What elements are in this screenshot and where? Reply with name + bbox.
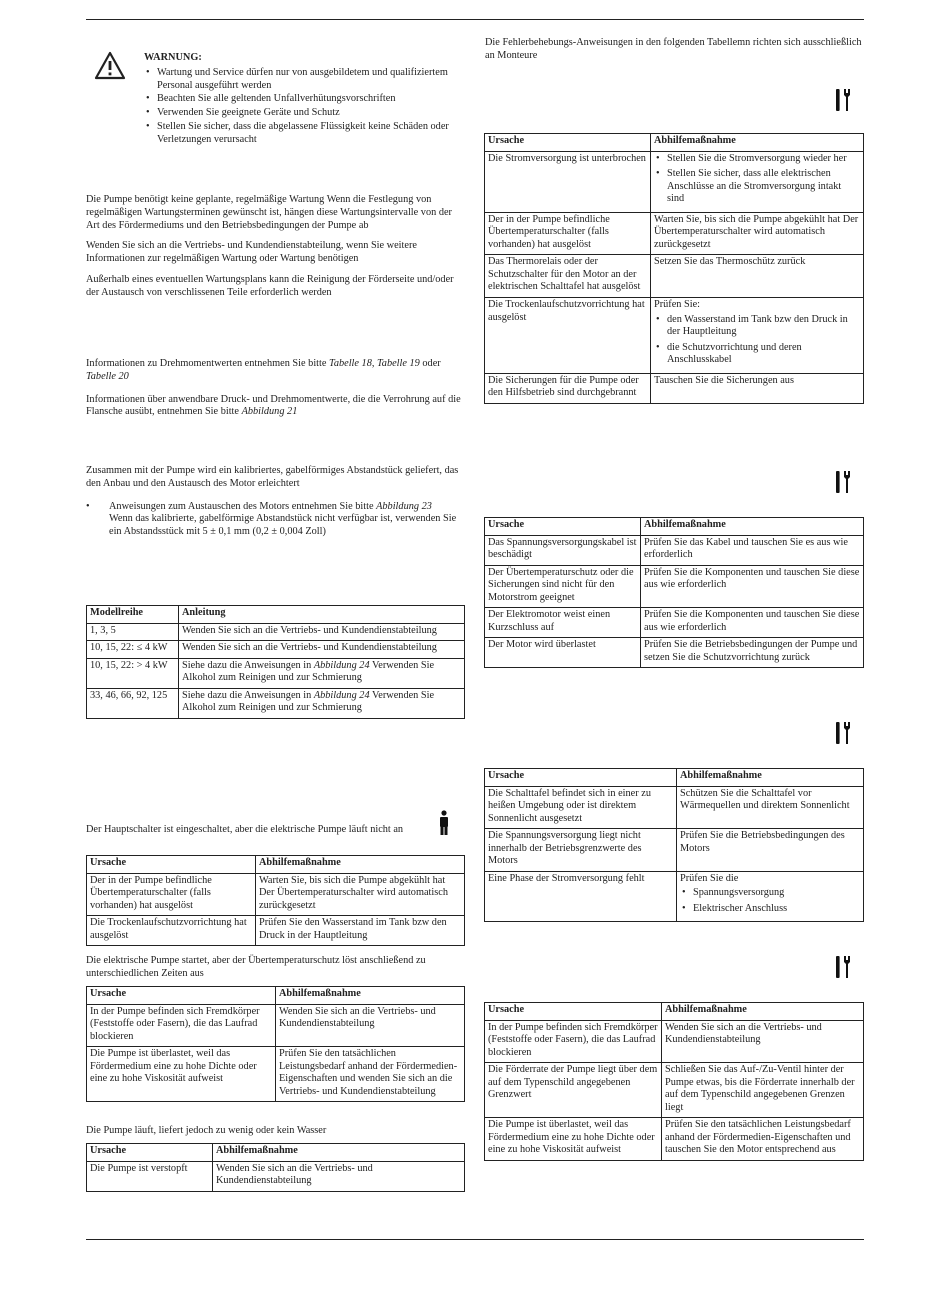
table-cell: Siehe dazu die Anweisungen in Abbildung 24 Verwenden Sie Alkohol zum Reinigen und zur Schmierung (179, 688, 465, 718)
table-ref-link[interactable]: Tabelle 18 (329, 358, 372, 369)
table-cell: Wenden Sie sich an die Vertriebs- und Kundendienstabteilung (276, 1004, 465, 1047)
installer-table-3 (484, 768, 864, 922)
table-cell: Die Stromversorgung ist unterbrochen (485, 151, 651, 212)
case2-table (86, 986, 465, 1102)
table-row (485, 565, 864, 608)
table-row (485, 1063, 864, 1118)
table-cell: Das Thermorelais oder der Schutzschalter für den Motor an der elektrischen Schalttafel hat ausgelöst (485, 255, 651, 298)
person-icon (438, 810, 450, 836)
model-table-wrap (86, 605, 465, 719)
table-row (485, 298, 864, 374)
tools-icon (834, 88, 852, 112)
table-cell: Der Motor wird überlastet (485, 638, 641, 668)
table-cell: Prüfen Sie die Betriebsbedingungen der Pumpe und setzen Sie die Schutzvorrichtung zurück (641, 638, 864, 668)
table-cell: Wenden Sie sich an die Vertriebs- und Kundendienstabteilung (179, 623, 465, 641)
table-cell: Warten Sie, bis sich die Pumpe abgekühlt hat Der Übertemperaturschalter wird automatisch zurückgesetzt (651, 212, 864, 255)
model-table (86, 605, 465, 719)
table-cell: Die Trockenlaufschutzvorrichtung hat ausgelöst (87, 916, 256, 946)
table-row (485, 151, 864, 212)
table-cell (651, 151, 864, 212)
table-cell: Die Schalttafel befindet sich in einer zu heißen Umgebung oder ist direktem Sonnenlicht ausgesetzt (485, 786, 677, 829)
table-cell: Prüfen Sie die Komponenten und tauschen Sie diese aus wie erforderlich (641, 608, 864, 638)
maintenance-paragraph: Die Pumpe benötigt keine geplante, regelmäßige Wartung Wenn die Festlegung von regelmäßigen Wartungsterminen gewünscht ist, hängen diese Wartungsintervalle von der Art des Fördermediums und den Betriebsbedingungen der Pumpe ab (86, 194, 452, 231)
torque-section (86, 358, 466, 419)
table-header-cell: Ursache (87, 856, 256, 874)
table-header-cell: Ursache (485, 518, 641, 536)
table-row (485, 1118, 864, 1161)
table-header-row (87, 856, 465, 874)
list-item: • Stellen Sie die Stromversorgung wieder her (654, 153, 860, 166)
warning-item: • Beachten Sie alle geltenden Unfallverhütungsvorschriften (144, 93, 464, 106)
table-row (87, 873, 465, 916)
table-cell: Prüfen Sie das Kabel und tauschen Sie es aus wie erforderlich (641, 535, 864, 565)
table-row (87, 1047, 465, 1102)
table-row (485, 786, 864, 829)
table-row (485, 638, 864, 668)
tools-icon (834, 721, 852, 745)
table-header-cell: Abhilfemaßnahme (651, 134, 864, 152)
table-cell: Der in der Pumpe befindliche Übertemperaturschalter (falls vorhanden) hat ausgelöst (87, 873, 256, 916)
table-cell: Der Elektromotor weist einen Kurzschluss auf (485, 608, 641, 638)
table-row (87, 623, 465, 641)
table-cell: Warten Sie, bis sich die Pumpe abgekühlt hat Der Übertemperaturschalter wird automatisch zurückgesetzt (256, 873, 465, 916)
table-header-cell: Ursache (87, 987, 276, 1005)
case1-table (86, 855, 465, 946)
table-cell: Die Pumpe ist verstopft (87, 1161, 213, 1191)
installer-table-4-wrap (484, 1002, 864, 1161)
table-header-cell: Abhilfemaßnahme (213, 1144, 465, 1162)
installer-table-2 (484, 517, 864, 668)
table-ref-link[interactable]: Tabelle 20 (86, 370, 129, 382)
table-row (87, 688, 465, 718)
table-header-cell: Abhilfemaßnahme (256, 856, 465, 874)
installer-table-4 (484, 1002, 864, 1161)
warning-item: • Stellen Sie sicher, dass die abgelassene Flüssigkeit keine Schäden oder Verletzungen verursacht (144, 121, 464, 147)
table-header-row (485, 1003, 864, 1021)
table-row (87, 916, 465, 946)
table-cell: Prüfen Sie den tatsächlichen Leistungsbedarf anhand der Fördermedien-Eigenschaften und wenden Sie sich an die Vertriebs- und Kundendienstabteilung (276, 1047, 465, 1102)
table-cell: 10, 15, 22: > 4 kW (87, 658, 179, 688)
table-cell: Die Spannungsversorgung liegt nicht innerhalb der Betriebsgrenzwerte des Motors (485, 829, 677, 872)
table-header-cell: Ursache (87, 1144, 213, 1162)
table-cell: Prüfen Sie die Betriebsbedingungen des Motors (677, 829, 864, 872)
spacer-paragraph: Zusammen mit der Pumpe wird ein kalibriertes, gabelförmiges Abstandstück geliefert, das den Anbau und den Austausch des Motor erleichtert (86, 465, 459, 489)
table-cell: Schützen Sie die Schalttafel vor Wärmequellen und direktem Sonnenlicht (677, 786, 864, 829)
table-header-cell: Anleitung (179, 606, 465, 624)
tools-icon (834, 470, 852, 494)
table-cell: 33, 46, 66, 92, 125 (87, 688, 179, 718)
figure-ref-link[interactable]: Abbildung 24 (313, 659, 370, 671)
table-row (485, 1020, 864, 1063)
table-cell: Prüfen Sie die • Spannungsversorgung • Elektrischer Anschluss (677, 871, 864, 922)
table-header-cell: Ursache (485, 134, 651, 152)
table-cell: Prüfen Sie: • den Wasserstand im Tank bzw den Druck in der Hauptleitung • die Schutzvorrichtung und deren Anschlusskabel (651, 298, 864, 374)
list-item: • Stellen Sie sicher, dass alle elektrischen Anschlüsse an die Stromversorgung intakt sind (654, 168, 860, 206)
table-header-cell: Modellreihe (87, 606, 179, 624)
case3-table-wrap (86, 1143, 465, 1192)
table-header-cell: Abhilfemaßnahme (276, 987, 465, 1005)
case3-table (86, 1143, 465, 1192)
table-header-row (87, 1144, 465, 1162)
table-cell: Die Trockenlaufschutzvorrichtung hat ausgelöst (485, 298, 651, 374)
list-item: • Spannungsversorgung (680, 887, 860, 900)
figure-ref-link[interactable]: Abbildung 21 (241, 406, 298, 418)
case2-table-wrap (86, 986, 465, 1102)
maintenance-paragraph: Außerhalb eines eventuellen Wartungsplans kann die Reinigung der Förderseite und/oder der Austausch von verschlissenen Teile erforderlich werden (86, 273, 454, 298)
table-cell: Wenden Sie sich an die Vertriebs- und Kundendienstabteilung (662, 1020, 864, 1063)
maintenance-paragraph: Wenden Sie sich an die Vertriebs- und Kundendienstabteilung, wenn Sie weitere Informationen zur regelmäßigen Wartung oder Wartung benötigen (86, 240, 417, 265)
case-intro: Die elektrische Pumpe startet, aber der Übertemperaturschutz löst anschließend zu unterschiedlichen Zeiten aus (86, 955, 426, 979)
table-header-cell: Ursache (485, 769, 677, 787)
table-header-cell: Ursache (485, 1003, 662, 1021)
warning-item: • Verwenden Sie geeignete Geräte und Schutz (144, 107, 464, 120)
table-cell: Wenden Sie sich an die Vertriebs- und Kundendienstabteilung (213, 1161, 465, 1191)
table-cell: Prüfen Sie den Wasserstand im Tank bzw den Druck in der Hauptleitung (256, 916, 465, 946)
warning-list (144, 67, 464, 147)
warning-triangle-icon (94, 51, 126, 80)
table-header-row (87, 987, 465, 1005)
torque-paragraph: Informationen über anwendbare Druck- und Drehmomentwerte, die die Verrohrung auf die Flansche ausübt, entnehmen Sie bitte Abbildung 21 (86, 393, 461, 418)
table-cell: In der Pumpe befinden sich Fremdkörper (Feststoffe oder Fasern), die das Laufrad blockieren (485, 1020, 662, 1063)
list-item: • Elektrischer Anschluss (680, 903, 860, 916)
installer-table-3-wrap (484, 768, 864, 922)
installer-table-1-wrap (484, 133, 864, 404)
table-ref-link[interactable]: Tabelle 19 (377, 358, 420, 369)
table-cell: In der Pumpe befinden sich Fremdkörper (Feststoffe oder Fasern), die das Laufrad blockieren (87, 1004, 276, 1047)
table-cell: Wenden Sie sich an die Vertriebs- und Kundendienstabteilung (179, 641, 465, 659)
table-row (485, 373, 864, 403)
table-cell: Die Sicherungen für die Pumpe oder den Hilfsbetrieb sind durchgebrannt (485, 373, 651, 403)
table-row (87, 658, 465, 688)
table-header-row (485, 769, 864, 787)
tools-icon (834, 955, 852, 979)
list-item: • den Wasserstand im Tank bzw den Druck in der Hauptleitung (654, 314, 860, 339)
table-cell: Der Übertemperaturschutz oder die Sicherungen sind nicht für den Motorstrom geeignet (485, 565, 641, 608)
table-row (485, 608, 864, 638)
table-row (87, 1004, 465, 1047)
case-intro: Die Pumpe läuft, liefert jedoch zu wenig oder kein Wasser (86, 1125, 327, 1136)
case-intro: Der Hauptschalter ist eingeschaltet, aber die elektrische Pumpe läuft nicht an (86, 824, 404, 835)
table-cell: Die Pumpe ist überlastet, weil das Fördermedium eine zu hohe Dichte oder eine zu hohe Viskosität aufweist (485, 1118, 662, 1161)
figure-ref-link[interactable]: Abbildung 24 (313, 689, 370, 701)
table-row (485, 535, 864, 565)
figure-ref-link[interactable]: Abbildung 23 (376, 500, 432, 512)
table-header-cell: Abhilfemaßnahme (662, 1003, 864, 1021)
table-cell: Setzen Sie das Thermoschütz zurück (651, 255, 864, 298)
bottom-rule (86, 1239, 864, 1240)
table-cell: Tauschen Sie die Sicherungen aus (651, 373, 864, 403)
table-cell: Schließen Sie das Auf-/Zu-Ventil hinter der Pumpe etwas, bis die Förderrate innerhalb der auf dem Typenschild angegebenen Grenzen liegt (662, 1063, 864, 1118)
case1-table-wrap (86, 855, 465, 946)
top-rule (86, 19, 864, 20)
table-header-row (485, 518, 864, 536)
table-row (87, 641, 465, 659)
torque-paragraph: Informationen zu Drehmomentwerten entnehmen Sie bitte Tabelle 18, Tabelle 19 oder Tabelle 20 (86, 358, 441, 382)
table-cell: 1, 3, 5 (87, 623, 179, 641)
table-header-cell: Abhilfemaßnahme (641, 518, 864, 536)
table-cell: 10, 15, 22: ≤ 4 kW (87, 641, 179, 659)
installer-table-1 (484, 133, 864, 404)
table-header-row (87, 606, 465, 624)
table-row (485, 829, 864, 872)
table-header-row (485, 134, 864, 152)
warning-item: • Wartung und Service dürfen nur von ausgebildetem und qualifiziertem Personal ausgeführt werden (144, 67, 464, 93)
table-cell: Eine Phase der Stromversorgung fehlt (485, 871, 677, 922)
table-row (485, 212, 864, 255)
table-cell: Siehe dazu die Anweisungen in Abbildung 24 Verwenden Sie Alkohol zum Reinigen und zur Schmierung (179, 658, 465, 688)
table-row (87, 1161, 465, 1191)
spacer-bullet: • Anweisungen zum Austauschen des Motors entnehmen Sie bitte Abbildung 23 Wenn das kalibrierte, gabelförmige Abstandstück nicht verfügbar ist, verwenden Sie ein Abstandsstück mit 5 ± 0,1 mm (0,2 ± 0,004 Zoll) (86, 500, 457, 538)
table-cell: Der in der Pumpe befindliche Übertemperaturschalter (falls vorhanden) hat ausgelöst (485, 212, 651, 255)
table-cell: Die Förderrate der Pumpe liegt über dem auf dem Typenschild angegebenen Grenzwert (485, 1063, 662, 1118)
installer-intro: Die Fehlerbehebungs-Anweisungen in den folgenden Tabellemn richten sich ausschließlich an Monteure (485, 37, 862, 61)
installer-table-2-wrap (484, 517, 864, 668)
table-row (485, 871, 864, 922)
spacer-section (86, 465, 464, 539)
table-header-cell: Abhilfemaßnahme (677, 769, 864, 787)
warning-title: WARNUNG: (144, 52, 202, 63)
list-item: • die Schutzvorrichtung und deren Anschlusskabel (654, 342, 860, 367)
table-cell: Prüfen Sie die Komponenten und tauschen Sie diese aus wie erforderlich (641, 565, 864, 608)
table-row (485, 255, 864, 298)
table-cell: Das Spannungsversorgungskabel ist beschädigt (485, 535, 641, 565)
table-cell: Prüfen Sie den tatsächlichen Leistungsbedarf anhand der Fördermedien-Eigenschaften und tauschen Sie den Motor entsprechend aus (662, 1118, 864, 1161)
warning-box (144, 52, 464, 147)
maintenance-section (86, 194, 464, 299)
table-cell: Die Pumpe ist überlastet, weil das Fördermedium eine zu hohe Dichte oder eine zu hohe Viskosität aufweist (87, 1047, 276, 1102)
